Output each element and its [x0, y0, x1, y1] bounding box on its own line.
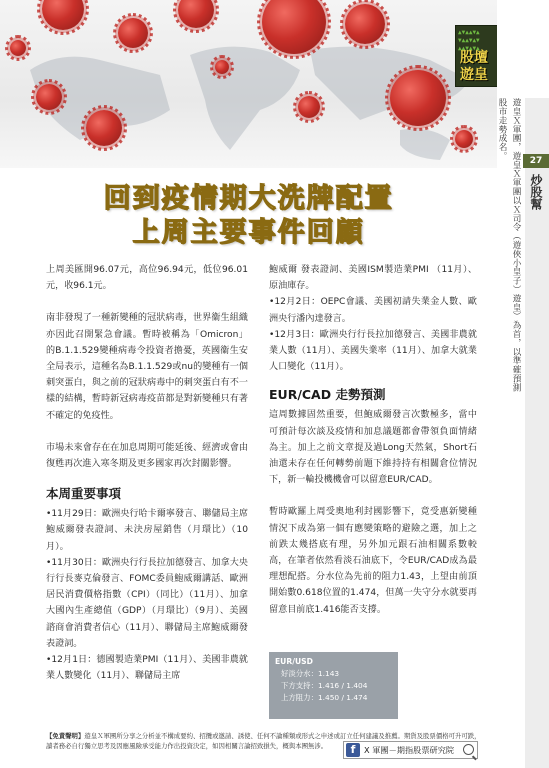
disclaimer-label: 【免責聲明】: [46, 732, 85, 740]
rate-line: 下方支持：1.416 / 1.404: [281, 681, 368, 690]
left-column: [46, 262, 248, 684]
facebook-page-name: X 軍團－期指股票研究院: [364, 745, 455, 755]
paragraph: 上周美匯開96.07元，高位96.94元，低位96.01元，收96.1元。: [46, 265, 248, 292]
paragraph: 南非發現了一種新變種的冠狀病毒，世界衞生組織亦因此召開緊急會議。暫時被稱為「Omicron」的B.1.1.529變種病毒令投資者擔憂，英國衞生安全局表示，這種名為B.1.1.529或nu的變種有一個刺突蛋白，與之前的冠狀病毒中的刺突蛋白有不一樣的結構，暫時新冠病毒疫苗都是對新變種只有著不確定的免疫性。: [46, 313, 248, 421]
right-column: [269, 262, 477, 634]
paragraph: 這周數據固然重要，但鮑威爾發言次數極多，當中可預計每次談及疫情和加息議題都會帶領負面情緒為主。加上之前文章提及過Long天然氣，Short石油還未存在任何轉勢前題下維持持有相關倉位情況下，新一輪投機機會可以留意EUR/CAD。: [269, 410, 477, 486]
logo-line1: 股壇: [460, 50, 488, 66]
rate-box-title: EUR/USD: [275, 657, 313, 666]
rate-levels-box: [269, 652, 398, 719]
event-item: •12月2日：OEPC會議、美國初請失業金人數、歐洲央行潘內達發言。: [269, 297, 477, 324]
virus-graphic: [390, 70, 446, 126]
virus-graphic: [345, 4, 385, 44]
section-name: 炒股幫: [529, 174, 543, 210]
virus-graphic: [298, 96, 320, 118]
search-icon[interactable]: [463, 744, 474, 755]
logo-line2: 遊皇: [460, 67, 488, 83]
paragraph: 市場未來會存在在加息周期可能延後、經濟或會由復甦再次進入寒冬期及更多國家再次封關影響。: [46, 442, 248, 470]
page-title-line2: 上周主要事件回顧: [132, 217, 365, 248]
ticker-decoration: ▲▼▲▲▼▲ ▼▲▲▼▲▼ ▲▲▼▲▼▲: [458, 29, 480, 52]
virus-graphic: [215, 60, 229, 74]
logo-text: [460, 50, 488, 84]
paragraph: 暫時歐羅上周受奧地利封國影響下，竟受惠新變種情況下成為第一個有應變策略的避險之選，加上之前跌太幾搭底有理，另外加元跟石油相關系數較高，在筆者依然看淡石油底下，令EUR/CAD成為最理想配搭。分水位為先前的阻力1.43，上望由前頂開始數0.618位置的1.474，但萬一失守分水就要再留意目前底1.416能否支撐。: [269, 507, 477, 615]
rate-line: 上方阻力：1.450 / 1.474: [281, 693, 368, 702]
virus-graphic: [42, 0, 84, 30]
event-item: •12月3日：歐洲央行行長拉加德發言、美國非農就業人數（11月）、美國失業率（11月）、加拿大就業人口變化（11月）。: [269, 329, 477, 373]
event-item: •11月29日：歐洲央行哈卡爾寧發言、聯儲局主席鮑威爾發表證詞、未決房屋銷售（月環比）（10月）。: [46, 509, 248, 552]
page-title-line1: 回到疫情期大洗牌配置: [103, 183, 394, 214]
facebook-page-link[interactable]: [343, 741, 478, 759]
virus-graphic: [10, 40, 26, 56]
event-item: 鮑威爾 發表證詞、美國ISM製造業PMI （11月）、原油庫存。: [269, 265, 477, 292]
event-item: •12月1日：德國製造業PMI（11月）、美國非農就業人數變化（11月）、聯儲局主席: [46, 655, 248, 682]
virus-graphic: [262, 0, 326, 54]
section-heading: 本周重要事項: [46, 486, 122, 502]
facebook-icon: f: [346, 743, 360, 757]
rate-line: 好淡分水：1.143: [281, 669, 340, 678]
column-logo: [455, 25, 503, 87]
event-item: •11月30日：歐洲央行行長拉加德發言、加拿大央行行長麥克倫發言、FOMC委員鮑威爾講話、歐洲居民消費價格指數（CPI）（同比）（11月）、加拿大國內生產總值（GDP）（月環比）（9月）、美國諮商會消費者信心（11月）、聯儲局主席鮑威爾發表證詞。: [46, 557, 248, 649]
virus-graphic: [178, 0, 214, 28]
disclaimer-text: 遊皇Ｘ軍團所分享之分析並不構成要約、招攬或邀請、誘使、任何不論種類或形式之申述或訂立任何建議及推薦。期貨及股票價格可升可跌，讀者務必自行獨立思考及因應風險承受能力作出投資決定，如因相關言論招致損失，概與本團無涉。: [46, 732, 481, 750]
section-heading: EUR/CAD 走勢預測: [269, 387, 386, 403]
virus-graphic: [455, 130, 473, 148]
page-number: 27: [523, 154, 549, 168]
author-note: 遊皇Ｘ軍團，遊皇Ｘ軍團以Ｘ司令（遊俠小皇子）遊皇）為首，以準確預測股市走勢成名。: [497, 98, 521, 392]
virus-graphic: [118, 18, 148, 48]
virus-graphic: [86, 110, 122, 146]
virus-graphic: [36, 84, 62, 110]
header-banner: [0, 0, 497, 168]
